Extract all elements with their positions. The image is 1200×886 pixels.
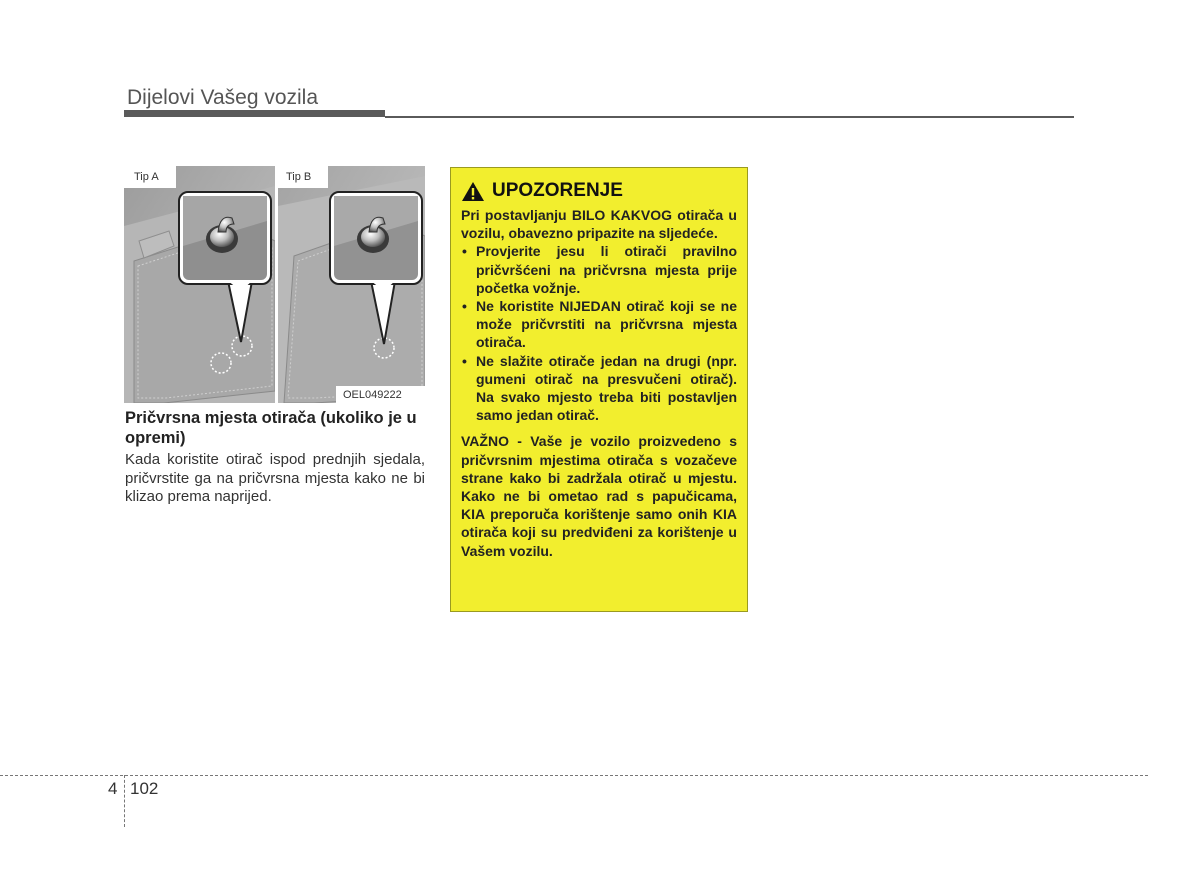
panel-type-a (124, 166, 275, 403)
footer-dashed-rule (0, 775, 1148, 776)
page-number: 102 (130, 779, 159, 798)
label-type-b: Tip B (286, 171, 312, 183)
warning-bullet: • Ne slažite otirače jedan na drugi (npr. gumeni otirač na presvučeni otirač). Na svako mjesto treba biti postavljen samo jedan otirač. (461, 352, 737, 425)
header-rule-thin (385, 116, 1074, 118)
warning-bullet: • Ne koristite NIJEDAN otirač koji se ne može pričvrstiti na pričvrsna mjesta otirača. (461, 297, 737, 352)
warning-important-note: VAŽNO - Vaše je vozilo proizvedeno s pričvrsnim mjestima otirača s vozačeve strane kako bi zadržala otirač u mjestu. Kako ne bi ometao rad s papučicama, KIA preporuča korištenje samo onih KIA otirača koji su predviđeni za korištenje u Vašem vozilu. (461, 433, 737, 559)
warning-intro: Pri postavljanju BILO KAKVOG otirača u vozilu, obavezno pripazite na sljedeće. (461, 207, 737, 242)
warning-bullet: • Provjerite jesu li otirači pravilno pričvršćeni na pričvrsna mjesta prije početka vožnje. (461, 242, 737, 297)
warning-header (461, 180, 737, 202)
section-body: Kada koristite otirač ispod prednjih sjedala, pričvrstite ga na pričvrsna mjesta kako ne bi klizao prema naprijed. (125, 451, 425, 505)
label-type-a: Tip A (134, 171, 159, 183)
page-header-title: Dijelovi Vašeg vozila (127, 86, 319, 109)
panel-type-b (278, 166, 425, 403)
floor-mat-anchor-figure (124, 166, 425, 403)
header-rule-thick (124, 110, 385, 117)
warning-box (450, 167, 748, 612)
footer-dashed-divider (124, 775, 125, 827)
figure-code: OEL049222 (343, 389, 402, 401)
warning-title: UPOZORENJE (492, 180, 623, 201)
warning-triangle-icon (461, 181, 485, 202)
warning-list (461, 242, 737, 424)
chapter-number: 4 (108, 779, 118, 798)
section-heading: Pričvrsna mjesta otirača (ukoliko je u opremi) (125, 409, 417, 447)
